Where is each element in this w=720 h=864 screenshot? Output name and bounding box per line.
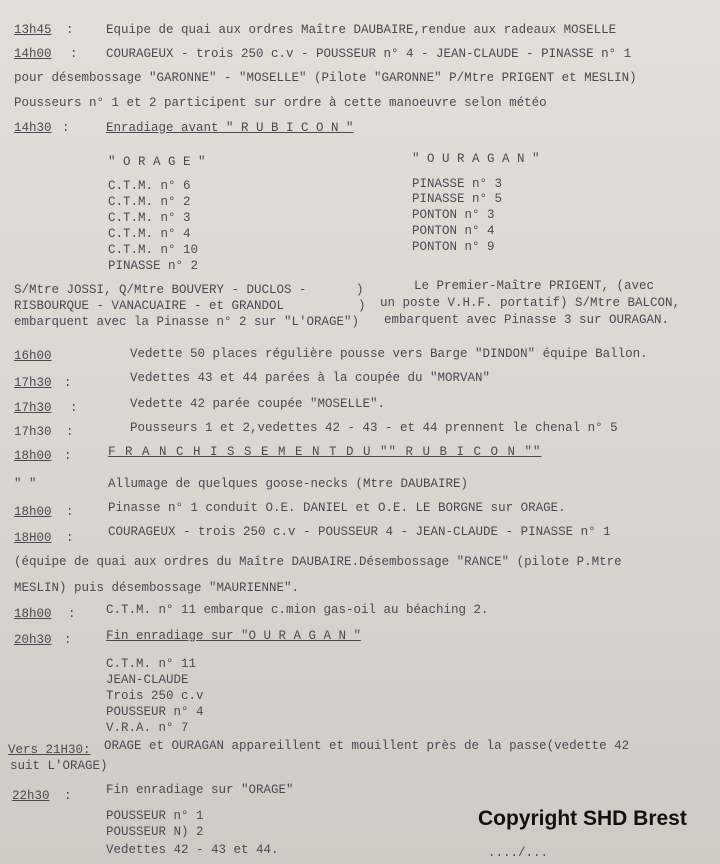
entry-text: C.T.M. n° 11 embarque c.mion gas-oil au béaching 2. <box>106 603 489 617</box>
ouragan-item: PINASSE n° 5 <box>412 192 503 206</box>
colon: : <box>62 121 70 135</box>
time-1430: 14h30 <box>14 121 52 135</box>
entry-time: 17h30 <box>14 401 52 415</box>
orage-item: C.T.M. n° 6 <box>108 179 191 193</box>
bracket: ) <box>358 299 366 313</box>
orage-list-item: Vedettes 42 - 43 et 44. <box>106 843 279 857</box>
entry-text: Fin enradiage sur "ORAGE" <box>106 783 294 797</box>
colon: : <box>64 449 72 463</box>
entry-time: 17h30 <box>14 376 52 390</box>
colon: : <box>64 633 72 647</box>
colon: : <box>66 505 74 519</box>
entry-text: Fin enradiage sur "O U R A G A N " <box>106 629 362 643</box>
ouragan-list-item: Trois 250 c.v <box>106 689 204 703</box>
franchissement-heading: F R A N C H I S S E M E N T D U "" R U B I C O N "" <box>108 445 542 459</box>
colon: : <box>64 789 72 803</box>
entry-time: 16h00 <box>14 349 52 363</box>
orage-list-item: POUSSEUR N) 2 <box>106 825 204 839</box>
colon: : <box>68 607 76 621</box>
vers-label: Vers 21H30: <box>8 743 91 757</box>
orage-item: C.T.M. n° 4 <box>108 227 191 241</box>
entry-1400-line2: pour désembossage "GARONNE" - "MOSELLE" (Pilote "GARONNE" P/Mtre PRIGENT et MESLIN) <box>14 71 637 85</box>
ouragan-list-item: V.R.A. n° 7 <box>106 721 189 735</box>
ouragan-item: PONTON n° 9 <box>412 240 495 254</box>
entry-1400-text: COURAGEUX - trois 250 c.v - POUSSEUR n° 4 - JEAN-CLAUDE - PINASSE n° 1 <box>106 47 632 61</box>
page-continuation: ..../... <box>488 846 549 860</box>
bracket: ) <box>356 283 364 297</box>
ouragan-title: " O U R A G A N " <box>412 152 540 166</box>
entry-text: Vedette 42 parée coupée "MOSELLE". <box>130 397 386 411</box>
ouragan-item: PONTON n° 4 <box>412 224 495 238</box>
orage-item: C.T.M. n° 10 <box>108 243 199 257</box>
entry-time: 17h30 <box>14 425 52 439</box>
copyright-watermark: Copyright SHD Brest <box>478 807 687 830</box>
right-para-line: un poste V.H.F. portatif) S/Mtre BALCON, <box>380 296 681 310</box>
left-para-line: embarquent avec la Pinasse n° 2 sur "L'ORAGE") <box>14 315 360 329</box>
para2-line: MESLIN) puis désembossage "MAURIENNE". <box>14 581 300 595</box>
orage-item: PINASSE n° 2 <box>108 259 199 273</box>
entry-1430-text: Enradiage avant " R U B I C O N " <box>106 121 354 135</box>
entry-text: Vedettes 43 et 44 parées à la coupée du "MORVAN" <box>130 371 491 385</box>
entry-time: 18h00 <box>14 607 52 621</box>
entry-text: Vedette 50 places régulière pousse vers Barge "DINDON" équipe Ballon. <box>130 347 648 361</box>
colon: : <box>64 376 72 390</box>
entry-text: Allumage de quelques goose-necks (Mtre DAUBAIRE) <box>108 477 469 491</box>
left-para-line: RISBOURQUE - VANACUAIRE - et GRANDOL <box>14 299 285 313</box>
vers-text: ORAGE et OURAGAN appareillent et mouillent près de la passe(vedette 42 <box>104 739 630 753</box>
para2-line: (équipe de quai aux ordres du Maître DAUBAIRE.Désembossage "RANCE" (pilote P.Mtre <box>14 555 622 569</box>
colon: : <box>66 23 74 37</box>
entry-text: Pousseurs 1 et 2,vedettes 42 - 43 - et 44 prennent le chenal n° 5 <box>130 421 618 435</box>
entry-1400-line3: Pousseurs n° 1 et 2 participent sur ordre à cette manoeuvre selon météo <box>14 96 547 110</box>
orage-list-item: POUSSEUR n° 1 <box>106 809 204 823</box>
ouragan-item: PINASSE n° 3 <box>412 177 503 191</box>
left-para-line: S/Mtre JOSSI, Q/Mtre BOUVERY - DUCLOS - <box>14 283 307 297</box>
ouragan-list-item: JEAN-CLAUDE <box>106 673 189 687</box>
entry-time: 20h30 <box>14 633 52 647</box>
entry-time: 18H00 <box>14 531 52 545</box>
time-1400: 14h00 <box>14 47 52 61</box>
right-para-line: embarquent avec Pinasse 3 sur OURAGAN. <box>384 313 670 327</box>
colon: : <box>66 531 74 545</box>
right-para-line: Le Premier-Maître PRIGENT, (avec <box>414 279 655 293</box>
orage-title: " O R A G E " <box>108 155 206 169</box>
entry-1345-text: Equipe de quai aux ordres Maître DAUBAIRE,rendue aux radeaux MOSELLE <box>106 23 617 37</box>
colon: : <box>70 47 78 61</box>
ouragan-list-item: C.T.M. n° 11 <box>106 657 197 671</box>
vers-text-line2: suit L'ORAGE) <box>10 759 108 773</box>
orage-item: C.T.M. n° 2 <box>108 195 191 209</box>
ouragan-item: PONTON n° 3 <box>412 208 495 222</box>
entry-time: 18h00 <box>14 505 52 519</box>
entry-time: 18h00 <box>14 449 52 463</box>
colon: : <box>66 425 74 439</box>
entry-text: Pinasse n° 1 conduit O.E. DANIEL et O.E. LE BORGNE sur ORAGE. <box>108 501 566 515</box>
time-1345: 13h45 <box>14 23 52 37</box>
ditto-mark: " " <box>14 477 37 491</box>
entry-time: 22h30 <box>12 789 50 803</box>
orage-item: C.T.M. n° 3 <box>108 211 191 225</box>
colon: : <box>70 401 78 415</box>
entry-text: COURAGEUX - trois 250 c.v - POUSSEUR 4 - JEAN-CLAUDE - PINASSE n° 1 <box>108 525 611 539</box>
ouragan-list-item: POUSSEUR n° 4 <box>106 705 204 719</box>
